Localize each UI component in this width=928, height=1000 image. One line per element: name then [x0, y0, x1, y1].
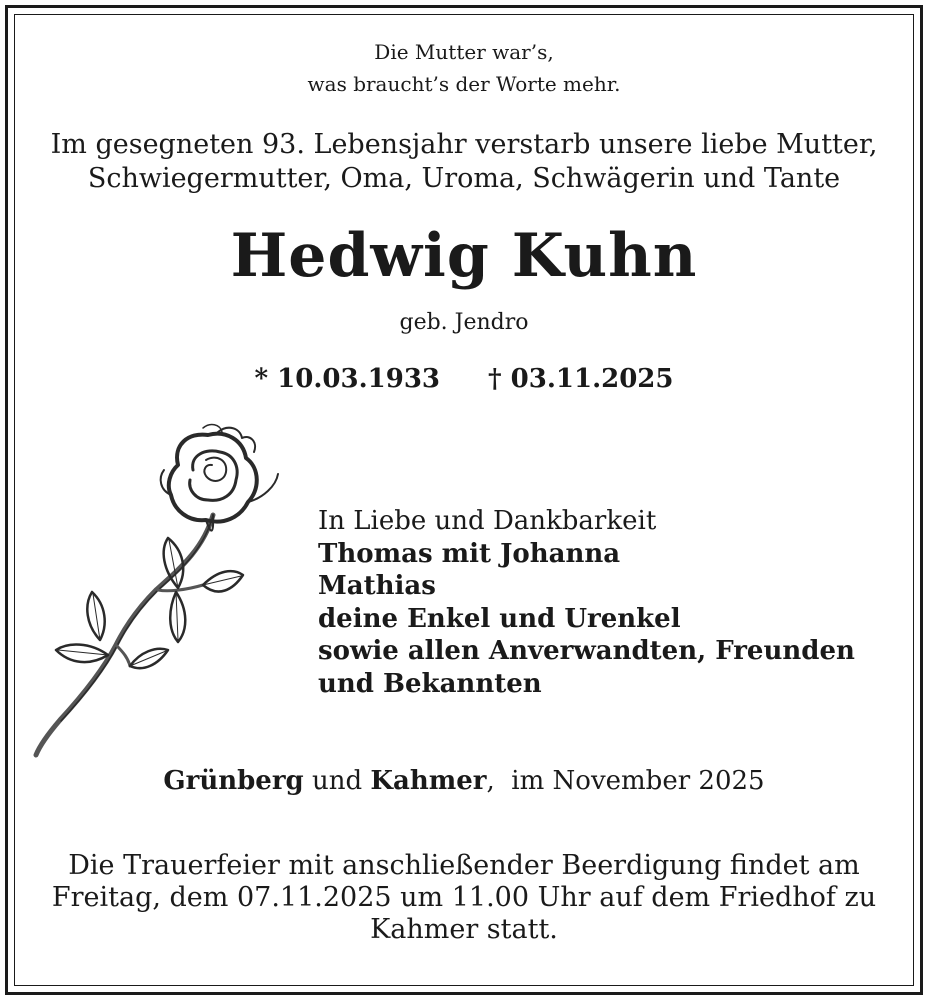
death-date: † 03.11.2025: [488, 364, 674, 394]
mourners-lead: In Liebe und Dankbarkeit: [318, 506, 657, 536]
funeral-notice: [0, 850, 928, 946]
intro-line-1: Im gesegneten 93. Lebensjahr verstarb unsere liebe Mutter,: [50, 129, 878, 160]
deceased-name: Hedwig Kuhn: [230, 221, 698, 291]
intro-line-2: Schwiegermutter, Oma, Uroma, Schwägerin und Tante: [87, 163, 841, 194]
motto-line-1: Die Mutter war’s,: [374, 40, 554, 64]
mourner-line: sowie allen Anverwandten, Freunden: [318, 636, 855, 666]
funeral-line-1: Die Trauerfeier mit anschließender Beerdigung findet am: [68, 850, 860, 881]
intro-text: [0, 128, 928, 196]
rose-icon: [28, 420, 298, 760]
mourner-line: und Bekannten: [318, 668, 542, 699]
mourners-list: [318, 505, 898, 700]
funeral-line-2: Freitag, dem 07.11.2025 um 11.00 Uhr auf dem Friedhof zu: [51, 882, 877, 913]
place-and-date: [0, 764, 928, 798]
birth-name: geb. Jendro: [399, 310, 529, 335]
mourner-line: deine Enkel und Urenkel: [318, 603, 681, 634]
mourner-line: Mathias: [318, 571, 436, 601]
motto: [0, 36, 928, 100]
funeral-line-3: Kahmer statt.: [370, 914, 558, 945]
birth-date: * 10.03.1933: [254, 364, 440, 394]
town-2: Kahmer: [370, 766, 487, 796]
motto-line-2: was braucht’s der Worte mehr.: [307, 72, 621, 96]
mourner-line: Thomas mit Johanna: [318, 538, 621, 569]
town-1: Grünberg: [163, 766, 304, 796]
place-date: , im November 2025: [486, 766, 765, 796]
life-dates: [0, 362, 928, 396]
place-connector: und: [312, 766, 363, 796]
